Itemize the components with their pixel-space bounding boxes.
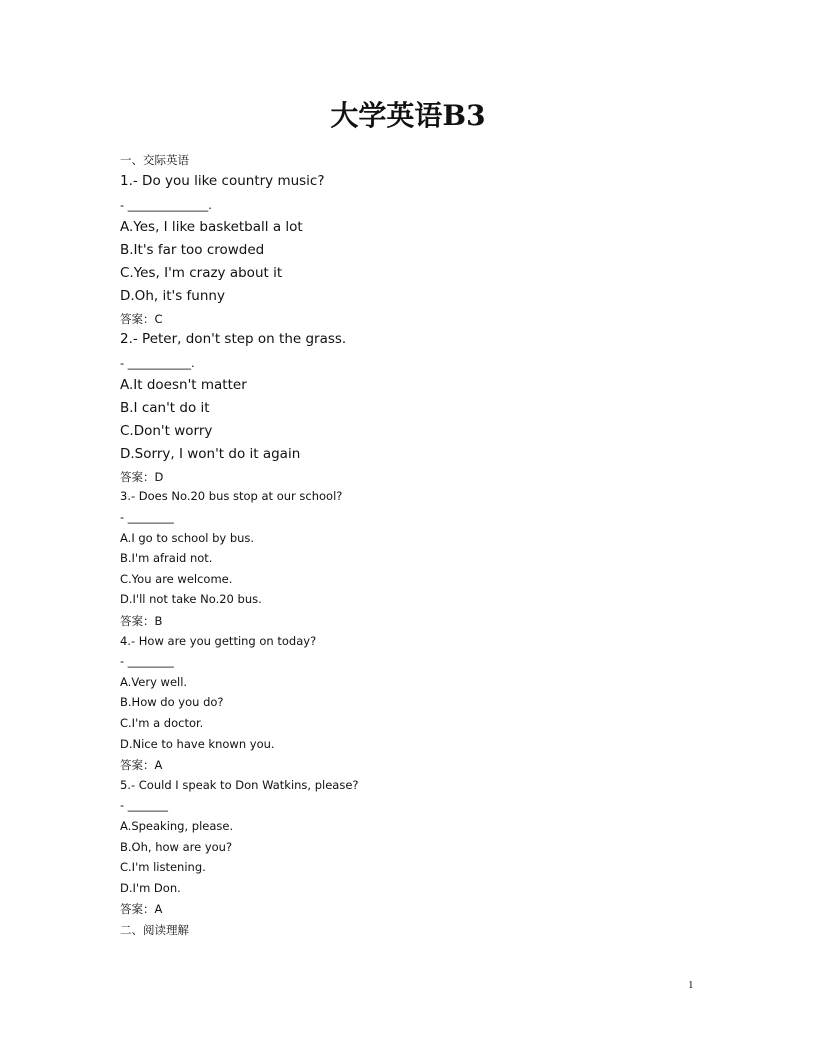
question-1-answer: 答案：C [120,312,163,326]
question-1-response: - ______________. [120,198,212,212]
question-2-answer: 答案：D [120,470,164,484]
question-3-option-d: D.I'll not take No.20 bus. [120,592,262,606]
question-3-option-c: C.You are welcome. [120,572,233,586]
question-3-option-b: B.I'm afraid not. [120,551,213,565]
question-2-option-c: C.Don't worry [120,423,213,439]
section-heading-reading: 二、阅读理解 [120,923,189,937]
page-title: 大学英语B3 [330,99,486,132]
question-4-option-a: A.Very well. [120,675,188,689]
question-5-option-d: D.I'm Don. [120,881,181,895]
question-3-response: - ________ [120,510,174,524]
question-5-response: - _______ [120,798,169,812]
question-5-option-c: C.I'm listening. [120,860,206,874]
question-2-option-d: D.Sorry, I won't do it again [120,446,301,462]
question-4-stem: 4.- How are you getting on today? [120,634,317,648]
question-4-response: - ________ [120,654,174,668]
question-5-option-b: B.Oh, how are you? [120,840,233,854]
question-3-stem: 3.- Does No.20 bus stop at our school? [120,489,343,503]
section-heading-communication: 一、交际英语 [120,153,189,167]
question-2-stem: 2.- Peter, don't step on the grass. [120,331,347,347]
question-2-option-a: A.It doesn't matter [120,377,247,393]
question-2-response: - ___________. [120,356,195,370]
question-5-stem: 5.- Could I speak to Don Watkins, please? [120,778,359,792]
question-1-stem: 1.- Do you like country music? [120,173,325,189]
question-1-option-c: C.Yes, I'm crazy about it [120,265,283,281]
question-5-answer: 答案：A [120,902,163,916]
question-4-answer: 答案：A [120,758,163,772]
question-3-option-a: A.I go to school by bus. [120,531,255,545]
question-1-option-b: B.It's far too crowded [120,242,265,258]
question-4-option-d: D.Nice to have known you. [120,737,275,751]
question-2-option-b: B.I can't do it [120,400,210,416]
question-1-option-a: A.Yes, I like basketball a lot [120,219,303,235]
question-3-answer: 答案：B [120,614,163,628]
question-4-option-c: C.I'm a doctor. [120,716,204,730]
page-number: 1 [688,979,694,991]
question-1-option-d: D.Oh, it's funny [120,288,225,304]
question-4-option-b: B.How do you do? [120,695,224,709]
question-5-option-a: A.Speaking, please. [120,819,234,833]
